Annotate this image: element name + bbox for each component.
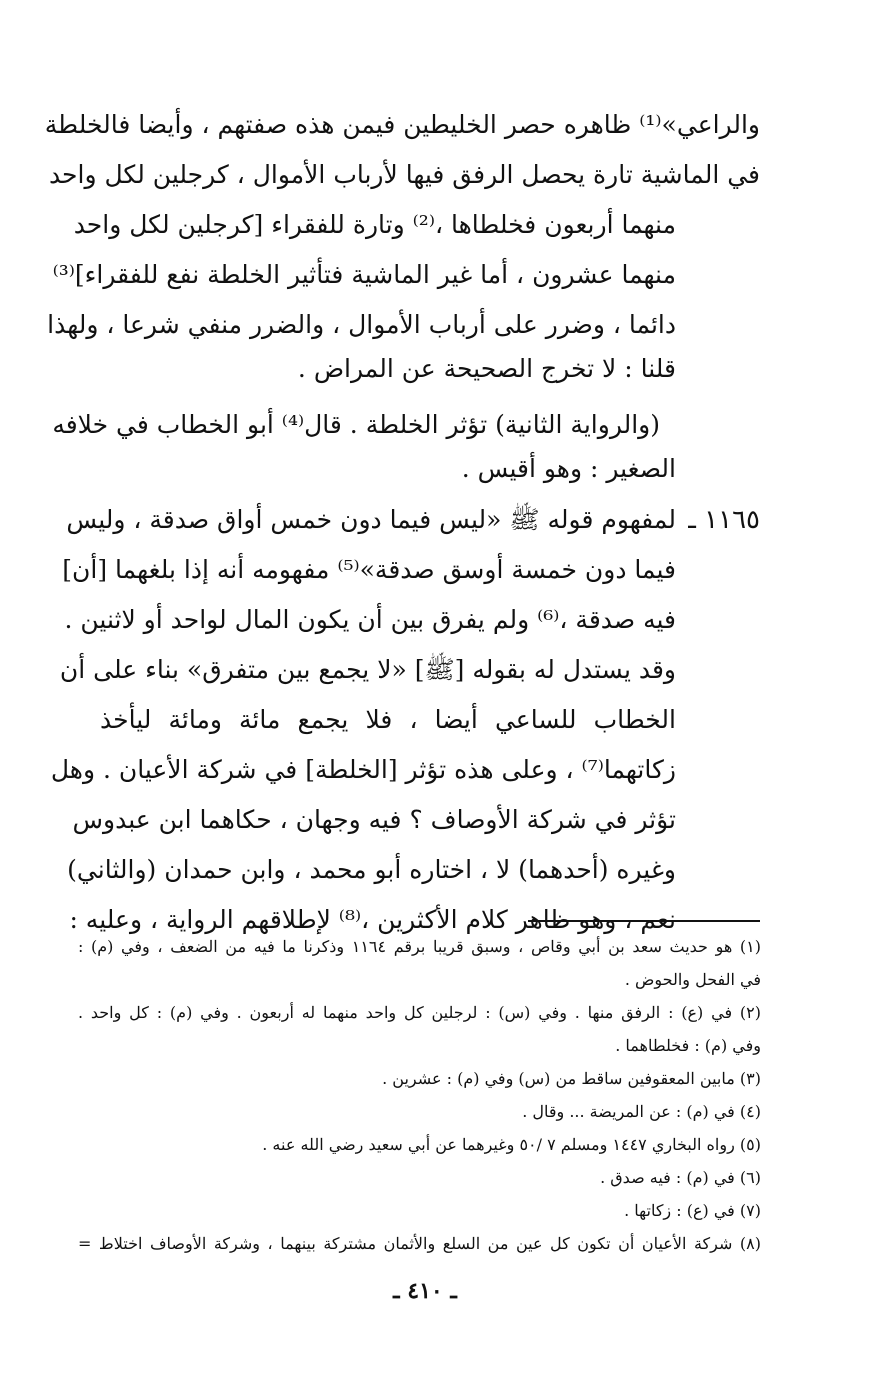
footnote-1: (١) هو حديث سعد بن أبي وقاص ، وسبق قريبا برقم ١١٦٤ وذكرنا ما فيه من الضعف ، وفي (م) : (78, 937, 762, 956)
footnote-6: (٦) في (م) : فيه صدق . (600, 1168, 761, 1187)
text-line-2: في الماشية تارة يحصل الرفق فيها لأرباب الأموال ، كرجلين لكل واحد (48, 160, 760, 189)
text-line-1: والراعي»⁽¹⁾ ظاهره حصر الخليطين فيمن هذه صفتهم ، وأيضا فالخلطة (44, 110, 760, 139)
page-number: ـ ٤١٠ ـ (393, 1278, 457, 1304)
footnote-2: (٢) في (ع) : الرفق منها . وفي (س) : لرجلين كل واحد منهما له أربعون . وفي (م) : كل واحد . (78, 1003, 761, 1022)
text-line-13: الخطاب للساعي أيضا ، فلا يجمع مائة ومائة ليأخذ (100, 705, 676, 734)
footnote-8: (٨) شركة الأعيان أن تكون كل عين من السلع والأثمان مشتركة بينهما ، وشركة الأوصاف اختلاط = (78, 1234, 761, 1253)
text-line-14: زكاتهما⁽⁷⁾ ، وعلى هذه تؤثر [الخلطة] في شركة الأعيان . وهل (50, 755, 676, 784)
text-line-5: دائما ، وضرر على أرباب الأموال ، والضرر منفي شرعا ، ولهذا (47, 310, 676, 339)
footnote-3: (٣) مابين المعقوفين ساقط من (س) وفي (م) : عشرين . (382, 1069, 761, 1088)
text-line-15: تؤثر في شركة الأوصاف ؟ فيه وجهان ، حكاهما ابن عبدوس (72, 805, 676, 834)
text-line-3: منهما أربعون فخلطاها ،⁽²⁾ وتارة للفقراء [كرجلين لكل واحد (73, 210, 676, 239)
text-line-16: وغيره (أحدهما) لا ، اختاره أبو محمد ، وابن حمدان (والثاني) (67, 855, 676, 884)
text-line-4: منهما عشرون ، أما غير الماشية فتأثير الخلطة نفع للفقراء]⁽³⁾ (52, 260, 676, 289)
footnote-separator (528, 920, 760, 922)
text-line-9: لمفهوم قوله ﷺ «ليس فيما دون خمس أواق صدقة ، وليس (66, 505, 676, 534)
footnote-2-cont: وفي (م) : فخلطاهما . (615, 1036, 761, 1055)
footnote-5: (٥) رواه البخاري ١٤٤٧ ومسلم ٧ /٥٠ وغيرهما عن أبي سعيد رضي الله عنه . (262, 1135, 761, 1154)
footnote-7: (٧) في (ع) : زكاتها . (624, 1201, 761, 1220)
text-line-17: نعم ، وهو ظاهر كلام الأكثرين ،⁽⁸⁾ لإطلاقهم الرواية ، وعليه : (69, 905, 676, 934)
text-line-12: وقد يستدل له بقوله [ﷺ] «لا يجمع بين متفرق» بناء على أن (59, 655, 676, 684)
text-line-11: فيه صدقة ،⁽⁶⁾ ولم يفرق بين أن يكون المال لواحد أو لاثنين . (64, 605, 676, 634)
text-line-7: (والرواية الثانية) تؤثر الخلطة . قال⁽⁴⁾ أبو الخطاب في خلافه (52, 410, 660, 439)
footnote-4: (٤) في (م) : عن المريضة ... وقال . (522, 1102, 761, 1121)
footnote-1-cont: في الفحل والحوض . (624, 970, 761, 989)
entry-number: ١١٦٥ ـ (688, 505, 760, 535)
text-line-10: فيما دون خمسة أوسق صدقة»⁽⁵⁾ مفهومه أنه إذا بلغهما [أن] (62, 555, 676, 584)
text-line-8: الصغير : وهو أقيس . (461, 454, 676, 483)
text-line-6: قلنا : لا تخرج الصحيحة عن المراض . (297, 354, 676, 383)
